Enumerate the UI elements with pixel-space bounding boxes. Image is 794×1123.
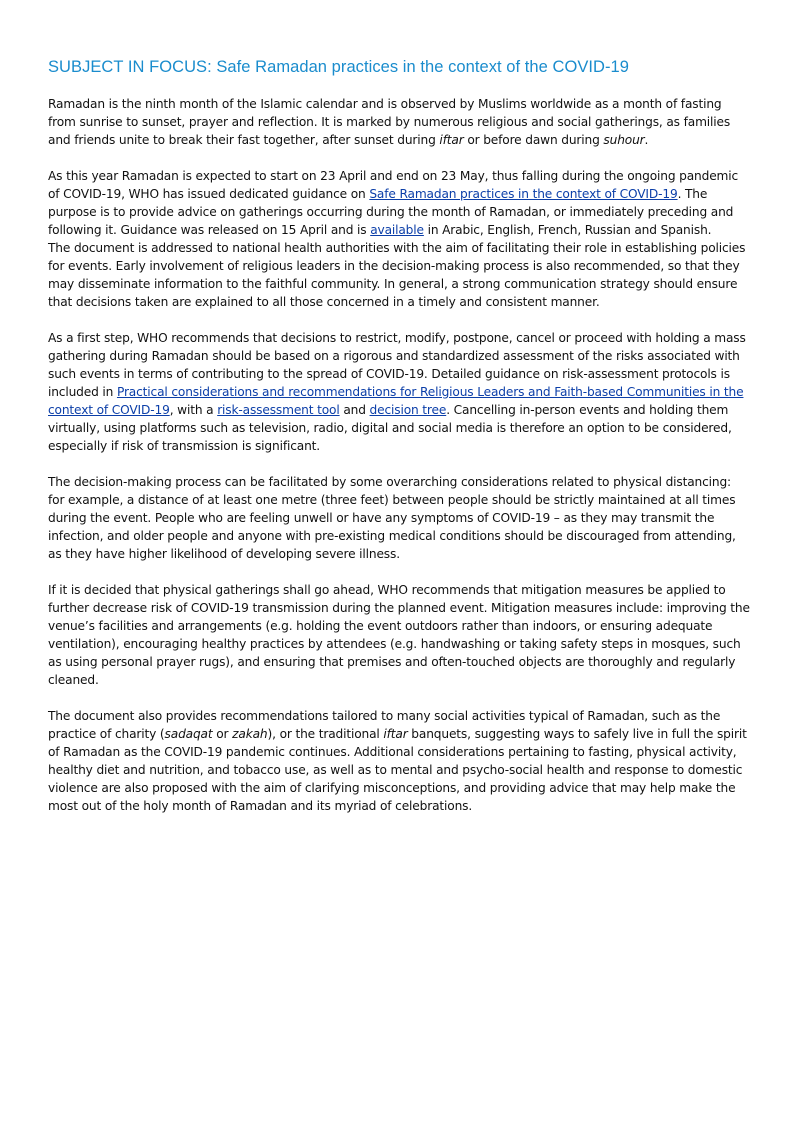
italic-term: sadaqat	[164, 727, 213, 741]
paragraph-6	[48, 707, 750, 815]
paragraph-2	[48, 167, 750, 311]
paragraph-1	[48, 95, 750, 149]
italic-term: iftar	[383, 727, 408, 741]
article-body	[48, 95, 750, 833]
italic-term: zakah	[232, 727, 268, 741]
page-title: SUBJECT IN FOCUS: Safe Ramadan practices in the context of the COVID-19	[48, 58, 629, 76]
text-run: or	[212, 727, 233, 741]
italic-term: suhour	[603, 133, 645, 147]
text-run: in Arabic, English, French, Russian and Spanish.	[423, 223, 712, 237]
text-run: , with a	[169, 403, 218, 417]
link[interactable]: risk-assessment tool	[217, 403, 340, 417]
text-run: and	[339, 403, 370, 417]
text-run: ), or the traditional	[267, 727, 384, 741]
link[interactable]: Practical considerations and recommendations for Religious Leaders and Faith-based Communities in the context of COVID-19	[48, 385, 744, 417]
text-run: The document is addressed to national health authorities with the aim of facilitating their role in establishing policies for events. Early involvement of religious leaders in the decision-making process is also recommended, so that they may disseminate information to the faithful community. In general, a strong communication strategy should ensure that decisions taken are explained to all those concerned in a timely and consistent manner.	[48, 241, 746, 309]
paragraph-5	[48, 581, 750, 689]
italic-term: iftar	[439, 133, 464, 147]
text-run: banquets, suggesting ways to safely live in full the spirit of Ramadan as the COVID-19 pandemic continues. Additional considerations pertaining to fasting, physical activity, healthy diet and nutrition, and tobacco use, as well as to mental and psycho-social health and response to domestic violence are also proposed with the aim of clarifying misconceptions, and providing advice that may help make the most out of the holy month of Ramadan and its myriad of celebrations.	[48, 727, 747, 813]
text-run: . Cancelling in-person events and holding them virtually, using platforms such as television, radio, digital and social media is therefore an option to be considered, especially if risk of transmission is significant.	[48, 403, 732, 453]
text-run: . The purpose is to provide advice on gatherings occurring during the month of Ramadan, or immediately preceding and following it. Guidance was released on 15 April and is	[48, 187, 734, 237]
text-run: If it is decided that physical gatherings shall go ahead, WHO recommends that mitigation measures be applied to further decrease risk of COVID-19 transmission during the planned event. Mitigation measures include: improving the venue’s facilities and arrangements (e.g. holding the event outdoors rather than indoors, or ensuring adequate ventilation), encouraging healthy practices by attendees (e.g. handwashing or taking safety steps in mosques, such as using personal prayer rugs), and ensuring that premises and often-touched objects are thoroughly and regularly cleaned.	[48, 583, 750, 687]
text-run: or before dawn during	[463, 133, 604, 147]
link[interactable]: decision tree	[369, 403, 447, 417]
text-run: The decision-making process can be facilitated by some overarching considerations related to physical distancing: for example, a distance of at least one metre (three feet) between people should be strictly maintained at all times during the event. People who are feeling unwell or have any symptoms of COVID-19 – as they may transmit the infection, and older people and anyone with pre-existing medical conditions should be discouraged from attending, as they have higher likelihood of developing severe illness.	[48, 475, 736, 561]
paragraph-4	[48, 473, 750, 563]
text-run: As this year Ramadan is expected to start on 23 April and end on 23 May, thus falling during the ongoing pandemic of COVID-19, WHO has issued dedicated guidance on	[48, 169, 739, 201]
link[interactable]: Safe Ramadan practices in the context of COVID-19	[369, 187, 678, 201]
text-run: Ramadan is the ninth month of the Islamic calendar and is observed by Muslims worldwide as a month of fasting from sunrise to sunset, prayer and reflection. It is marked by numerous religious and social gatherings, as families and friends unite to break their fast together, after sunset during	[48, 97, 731, 147]
paragraph-3	[48, 329, 750, 455]
text-run: As a first step, WHO recommends that decisions to restrict, modify, postpone, cancel or proceed with holding a mass gathering during Ramadan should be based on a rigorous and standardized assessment of the risks associated with such events in terms of contributing to the spread of COVID-19. Detailed guidance on risk-assessment protocols is included in	[48, 331, 746, 399]
link[interactable]: available	[370, 223, 424, 237]
text-run: The document also provides recommendations tailored to many social activities typical of Ramadan, such as the practice of charity (	[48, 709, 721, 741]
text-run: .	[644, 133, 649, 147]
